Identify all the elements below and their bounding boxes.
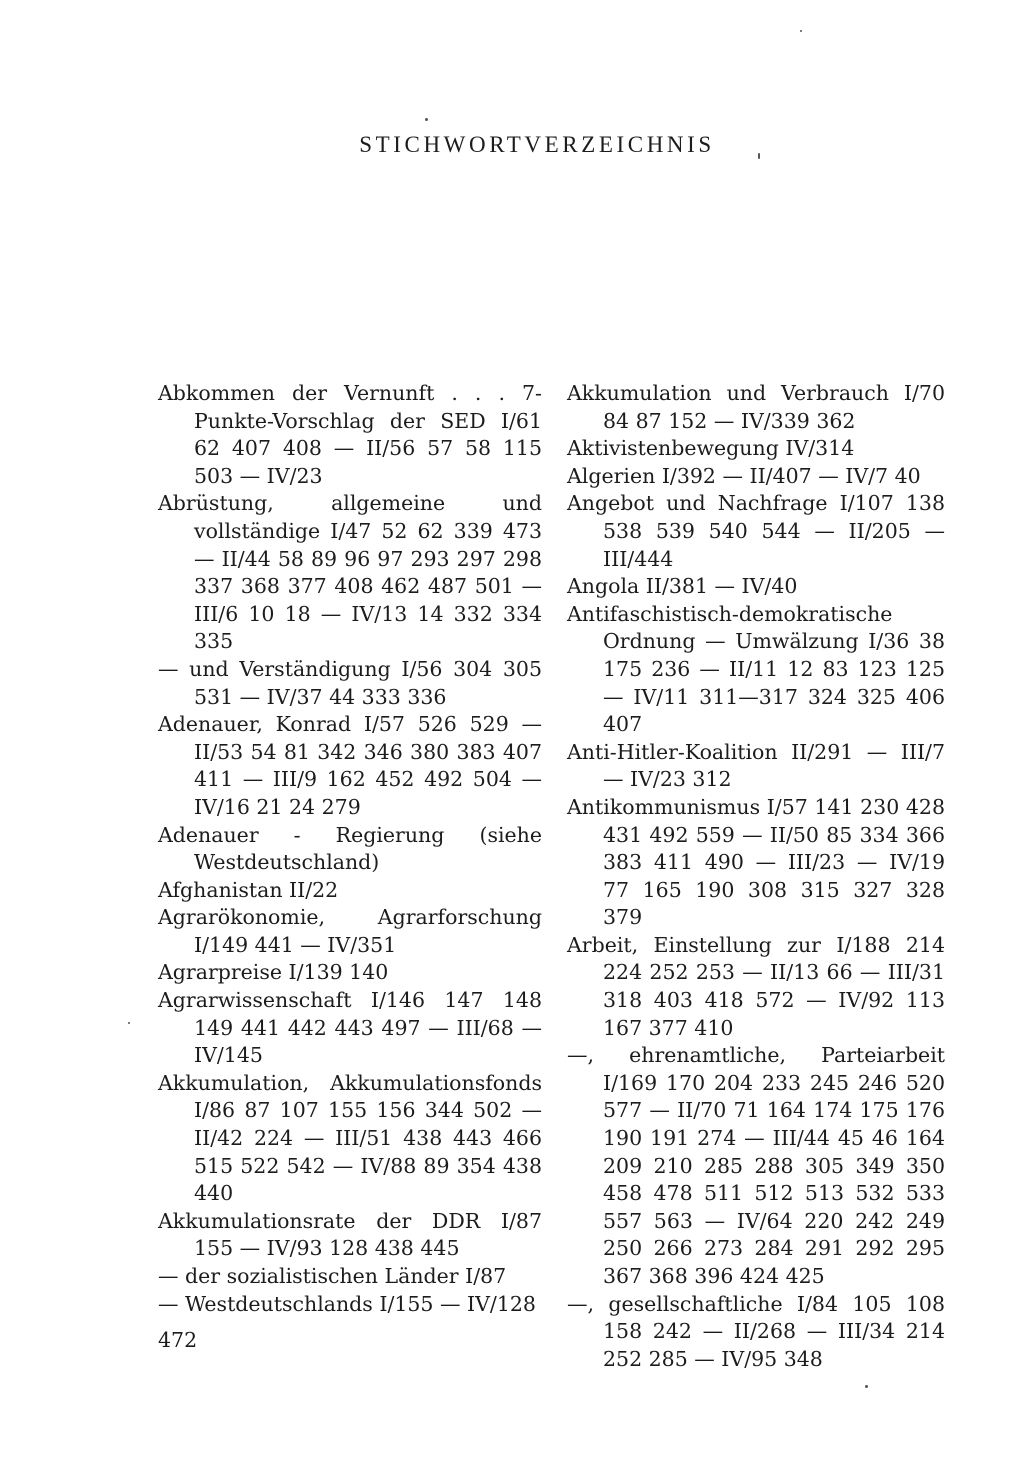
index-entry: Abrüstung, allgemeine und vollständige I/47 52 62 339 473 — II/44 58 89 96 97 293 297 298 337 368 377 408 462 487 501 — III/6 10 18 — IV/13 14 332 334 335 — [158, 491, 542, 654]
index-entry: Aktivistenbewegung IV/314 — [567, 436, 855, 461]
scan-speck — [758, 153, 760, 159]
index-entry: Angola II/381 — IV/40 — [567, 574, 798, 599]
index-entry: — und Verständigung I/56 304 305 531 — IV/37 44 333 336 — [158, 656, 542, 709]
scan-speck — [425, 118, 428, 121]
index-entry: Akkumulation und Verbrauch I/70 84 87 152 — IV/339 362 — [567, 381, 945, 433]
index-entry: —, ehrenamtliche, Parteiarbeit I/169 170 204 233 245 246 520 577 — II/70 71 164 174 175 176 190 191 274 — III/44 45 46 164 209 210 285 288 305 349 350 458 478 511 512 513 532 533 557 563 — IV/64 220 242 249 250 266 273 284 291 292 295 367 368 396 424 425 — [567, 1043, 945, 1288]
index-entry: —, gesellschaftliche I/84 105 108 158 242 — II/268 — III/34 214 252 285 — IV/95 348 — [567, 1291, 945, 1371]
index-entry: — der sozialistischen Länder I/87 — [158, 1264, 507, 1288]
index-entry: Akkumulationsrate der DDR I/87 155 — IV/93 128 438 445 — [158, 1208, 542, 1261]
index-entry: Anti-Hitler-Koalition II/291 — III/7 — IV/23 312 — [567, 739, 945, 792]
index-entry: Agrarwissenschaft I/146 147 148 149 441 442 443 497 — III/68 — IV/145 — [158, 988, 542, 1068]
scan-speck — [800, 30, 802, 32]
index-entry: Arbeit, Einstellung zur I/188 214 224 252 253 — II/13 66 — III/31 318 403 418 572 — IV/92 113 167 377 410 — [567, 932, 945, 1040]
index-entry: — Westdeutschlands I/155 — IV/128 — [158, 1291, 536, 1316]
index-entry: Afghanistan II/22 — [158, 877, 339, 902]
index-entry: Agrarpreise I/139 140 — [158, 960, 389, 985]
index-entry: Angebot und Nachfrage I/107 138 538 539 540 544 — II/205 — III/444 — [567, 491, 945, 571]
index-entry: Antifaschistisch-demokratische Ordnung — Umwälzung I/36 38 175 236 — II/11 12 83 123 125 — IV/11 311—317 324 325 406 407 — [567, 601, 945, 737]
index-entry: Agrarökonomie, Agrarforschung I/149 441 — IV/351 — [158, 905, 542, 957]
index-entry: Akkumulation, Akkumulationsfonds I/86 87 107 155 156 344 502 — II/42 224 — III/51 438 443 466 515 522 542 — IV/88 89 354 438 440 — [158, 1070, 542, 1206]
index-entry: Adenauer - Regierung (siehe Westdeutschland) — [158, 822, 542, 875]
scan-speck — [128, 1022, 130, 1024]
index-entry: Abkommen der Vernunft . . . 7-Punkte-Vorschlag der SED I/61 62 407 408 — II/56 57 58 115 503 — IV/23 — [158, 381, 542, 488]
index-column-right — [567, 380, 945, 1373]
scan-speck — [865, 1385, 868, 1388]
page-number: 472 — [158, 1328, 198, 1352]
index-column-left — [158, 380, 542, 1318]
index-entry: Adenauer, Konrad I/57 526 529 — II/53 54 81 342 346 380 383 407 411 — III/9 162 452 492 504 — IV/16 21 24 279 — [158, 712, 542, 819]
page-title: STICHWORTVERZEICHNIS — [359, 132, 715, 157]
index-entry: Antikommunismus I/57 141 230 428 431 492 559 — II/50 85 334 366 383 411 490 — III/23 — IV/19 77 165 190 308 315 327 328 379 — [567, 794, 945, 930]
index-entry: Algerien I/392 — II/407 — IV/7 40 — [567, 463, 921, 488]
